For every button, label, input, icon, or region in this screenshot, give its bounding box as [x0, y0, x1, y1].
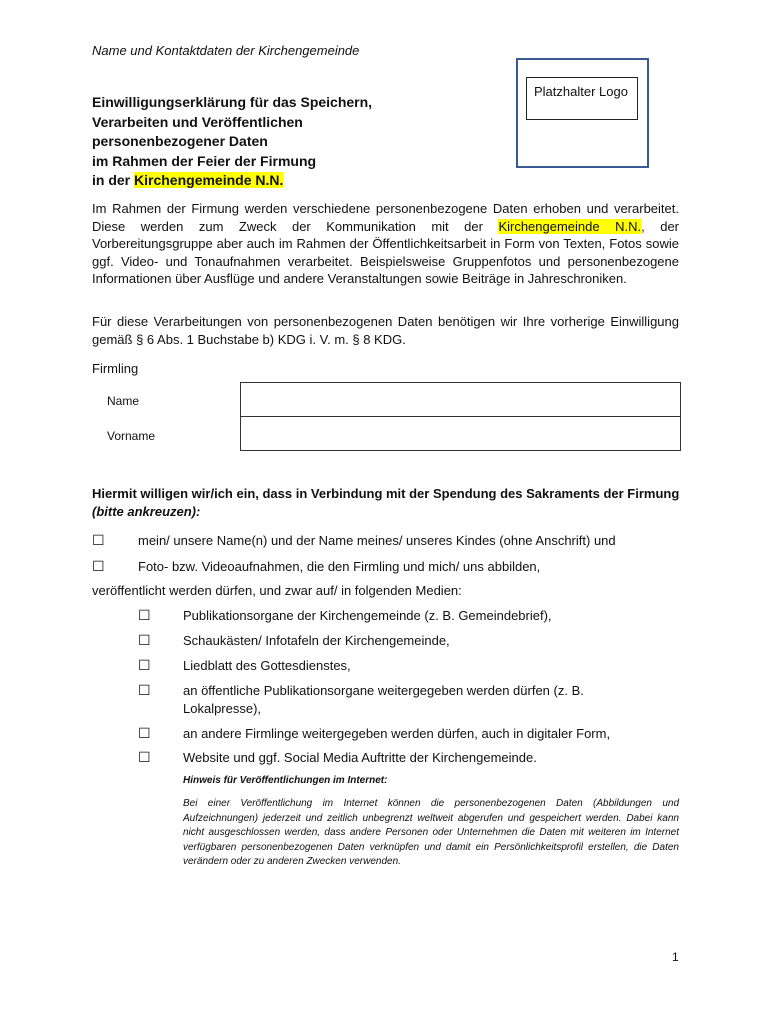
intro-paragraph	[92, 200, 679, 288]
name-input-field[interactable]	[240, 382, 681, 417]
checkbox-media-publikationsorgane[interactable]: ☐	[138, 607, 151, 623]
consent-note: (bitte ankreuzen):	[92, 504, 201, 519]
internet-hint-text: Bei einer Veröffentlichung im Internet können die personenbezogenen Daten (Abbildungen und Aufzeichnungen) jederzeit und zeitlich unbegrenzt weltweit abgerufen und gespeichert werden. Dabei kann nicht ausgeschlossen werden, dass andere Personen oder Unternehmen die Daten mit weiteren im Internet verfügbaren personenbezogenen Daten verknüpfen und damit ein Persönlichkeitsprofil erstellen, die Daten verändern oder zu anderen Zwecken verwenden.	[183, 798, 679, 867]
title-line-4: im Rahmen der Feier der Firmung	[92, 152, 317, 169]
checkbox-media-presse[interactable]: ☐	[138, 682, 151, 698]
checkbox-media-firmlinge[interactable]: ☐	[138, 725, 151, 741]
name-label: Name	[107, 394, 140, 408]
checkbox-media-liedblatt[interactable]: ☐	[138, 657, 151, 673]
kirchengemeinde-contact-placeholder: Name und Kontaktdaten der Kirchengemeinde	[92, 43, 360, 58]
media-label-schaukaesten: Schaukästen/ Infotafeln der Kirchengemeinde,	[183, 633, 450, 648]
checkbox-media-schaukaesten[interactable]: ☐	[138, 632, 151, 648]
media-label-publikationsorgane: Publikationsorgane der Kirchengemeinde (z. B. Gemeindebrief),	[183, 608, 552, 623]
title-line-3: personenbezogener Daten	[92, 133, 268, 149]
checkbox-media-website[interactable]: ☐	[138, 749, 151, 765]
logo-placeholder: Platzhalter Logo	[526, 77, 638, 120]
media-label-presse: an öffentliche Publikationsorgane weitergegeben werden dürfen (z. B. Lokalpresse),	[183, 683, 584, 716]
media-label-firmlinge: an andere Firmlinge weitergegeben werden dürfen, auch in digitaler Form,	[183, 726, 611, 741]
title-line-5	[92, 171, 422, 191]
internet-hint-title: Hinweis für Veröffentlichungen im Internet:	[183, 775, 388, 786]
consent-basis-paragraph: Für diese Verarbeitungen von personenbezogenen Daten benötigen wir Ihre vorherige Einwilligung gemäß § 6 Abs. 1 Buchstabe b) KDG i. V. m. § 8 KDG.	[92, 314, 679, 347]
checkbox-option-name[interactable]: ☐	[92, 532, 105, 548]
intro-highlight-kirchengemeinde: Kirchengemeinde N.N.	[498, 218, 642, 234]
option-name-label: mein/ unsere Name(n) und der Name meines/ unseres Kindes (ohne Anschrift) und	[138, 533, 616, 548]
vorname-label: Vorname	[107, 429, 156, 443]
media-label-liedblatt: Liedblatt des Gottesdienstes,	[183, 658, 351, 673]
media-label-website: Website und ggf. Social Media Auftritte der Kirchengemeinde.	[183, 750, 537, 765]
title-highlight-kirchengemeinde: Kirchengemeinde N.N.	[134, 172, 284, 188]
title-line-2: Verarbeiten und Veröffentlichen	[92, 113, 303, 130]
vorname-input-field[interactable]	[240, 416, 681, 451]
page-number: 1	[672, 950, 679, 964]
checkbox-option-photo[interactable]: ☐	[92, 558, 105, 574]
firmling-heading: Firmling	[92, 361, 139, 376]
title-line-1: Einwilligungserklärung für das Speichern,	[92, 94, 373, 110]
media-intro: veröffentlicht werden dürfen, und zwar auf/ in folgenden Medien:	[92, 583, 462, 598]
intro-part-2: , der Vorbereitungsgruppe aber auch im Rahmen der Öffentlichkeitsarbeit in Form von Texten, Fotos sowie ggf. Video- und Tonaufnahmen verarbeitet. Beispielsweise Gruppenfotos und personenbezogene Informationen über Ausflüge und andere Veranstaltungen sowie Beiträge in Jahreschroniken.	[92, 218, 680, 286]
consent-statement	[92, 485, 680, 521]
intro-part-1: Im Rahmen der Firmung werden verschiedene personenbezogene Daten erhoben und verarbeitet. Diese werden zum Zweck der Kommunikation mit der	[92, 201, 679, 234]
consent-text: Hiermit willigen wir/ich ein, dass in Verbindung mit der Spendung des Sakraments der Firmung	[92, 486, 680, 501]
document-title	[92, 93, 422, 191]
option-photo-label: Foto- bzw. Videoaufnahmen, die den Firmling und mich/ uns abbilden,	[138, 559, 541, 574]
title-line-5-prefix: in der	[92, 172, 135, 188]
